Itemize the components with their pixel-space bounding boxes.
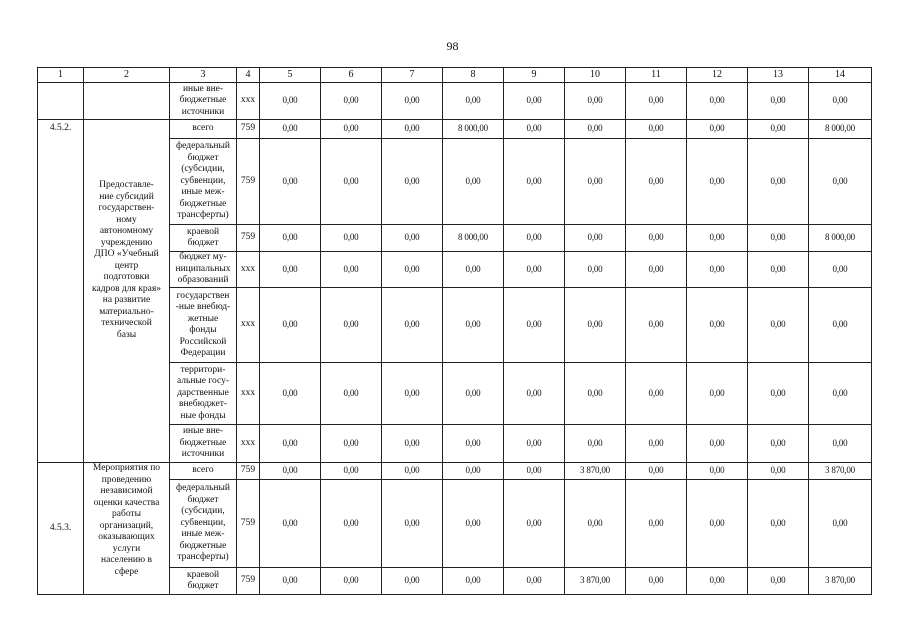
amount-cell: 0,00 xyxy=(504,463,565,480)
amount-cell: 0,00 xyxy=(260,463,321,480)
amount-cell: 0,00 xyxy=(626,363,687,425)
amount-cell: 0,00 xyxy=(809,252,872,288)
column-header: 4 xyxy=(237,68,260,83)
amount-cell: 0,00 xyxy=(687,425,748,463)
amount-cell: 0,00 xyxy=(443,252,504,288)
amount-cell: 0,00 xyxy=(626,120,687,139)
table-row xyxy=(38,463,872,480)
amount-cell: 0,00 xyxy=(321,425,382,463)
amount-cell: 0,00 xyxy=(748,363,809,425)
funding-source: всего xyxy=(170,120,237,139)
amount-cell: 0,00 xyxy=(748,568,809,595)
column-header: 10 xyxy=(565,68,626,83)
amount-cell: 0,00 xyxy=(443,463,504,480)
funding-source: краевой бюджет xyxy=(170,568,237,595)
amount-cell: 0,00 xyxy=(687,225,748,252)
amount-cell: 8 000,00 xyxy=(809,120,872,139)
amount-cell: 0,00 xyxy=(687,83,748,120)
funding-source: иные вне- бюджетные источники xyxy=(170,83,237,120)
amount-cell: 3 870,00 xyxy=(809,568,872,595)
budget-table xyxy=(37,67,872,595)
amount-cell: 0,00 xyxy=(260,120,321,139)
amount-cell: 0,00 xyxy=(626,480,687,568)
amount-cell: 0,00 xyxy=(626,225,687,252)
funding-source: бюджет му- ниципальных образований xyxy=(170,252,237,288)
amount-cell: 0,00 xyxy=(382,425,443,463)
amount-cell: 0,00 xyxy=(809,480,872,568)
column-header: 12 xyxy=(687,68,748,83)
amount-cell: 0,00 xyxy=(687,252,748,288)
amount-cell: 0,00 xyxy=(565,288,626,363)
amount-cell: 0,00 xyxy=(565,225,626,252)
amount-cell: 3 870,00 xyxy=(565,568,626,595)
amount-cell: 0,00 xyxy=(382,288,443,363)
funding-source: иные вне- бюджетные источники xyxy=(170,425,237,463)
amount-cell: 0,00 xyxy=(382,463,443,480)
column-header: 9 xyxy=(504,68,565,83)
amount-cell: 0,00 xyxy=(504,83,565,120)
amount-cell: 0,00 xyxy=(748,480,809,568)
amount-cell: 0,00 xyxy=(626,288,687,363)
amount-cell: 0,00 xyxy=(687,120,748,139)
budget-code: xxx xyxy=(237,252,260,288)
section-name: Мероприятия по проведению независимой оценки качества работы организаций, оказывающих услуги населению в сфере xyxy=(84,463,170,595)
amount-cell: 0,00 xyxy=(626,568,687,595)
amount-cell: 0,00 xyxy=(565,83,626,120)
header-row xyxy=(38,68,872,83)
table-row xyxy=(38,120,872,139)
column-header: 14 xyxy=(809,68,872,83)
amount-cell: 0,00 xyxy=(565,480,626,568)
amount-cell: 0,00 xyxy=(260,425,321,463)
amount-cell: 0,00 xyxy=(321,568,382,595)
amount-cell: 0,00 xyxy=(748,463,809,480)
funding-source: государствен -ные внебюд- жетные фонды Российской Федерации xyxy=(170,288,237,363)
amount-cell: 8 000,00 xyxy=(443,120,504,139)
amount-cell: 0,00 xyxy=(565,139,626,225)
amount-cell: 0,00 xyxy=(748,83,809,120)
section-name-cell xyxy=(84,83,170,120)
amount-cell: 0,00 xyxy=(748,139,809,225)
amount-cell: 3 870,00 xyxy=(809,463,872,480)
amount-cell: 0,00 xyxy=(321,463,382,480)
amount-cell: 0,00 xyxy=(809,288,872,363)
budget-code: xxx xyxy=(237,83,260,120)
amount-cell: 0,00 xyxy=(382,83,443,120)
amount-cell: 0,00 xyxy=(504,288,565,363)
amount-cell: 8 000,00 xyxy=(809,225,872,252)
budget-code: 759 xyxy=(237,139,260,225)
amount-cell: 0,00 xyxy=(321,83,382,120)
amount-cell: 0,00 xyxy=(260,252,321,288)
amount-cell: 0,00 xyxy=(443,425,504,463)
amount-cell: 0,00 xyxy=(321,363,382,425)
amount-cell: 0,00 xyxy=(382,120,443,139)
amount-cell: 0,00 xyxy=(565,252,626,288)
funding-source: федеральный бюджет (субсидии, субвенции, иные меж- бюджетные трансферты) xyxy=(170,139,237,225)
amount-cell: 0,00 xyxy=(321,288,382,363)
amount-cell: 0,00 xyxy=(809,83,872,120)
funding-source: всего xyxy=(170,463,237,480)
amount-cell: 0,00 xyxy=(748,252,809,288)
budget-code: 759 xyxy=(237,120,260,139)
column-header: 5 xyxy=(260,68,321,83)
amount-cell: 8 000,00 xyxy=(443,225,504,252)
amount-cell: 0,00 xyxy=(382,568,443,595)
amount-cell: 0,00 xyxy=(504,568,565,595)
amount-cell: 0,00 xyxy=(260,83,321,120)
amount-cell: 0,00 xyxy=(504,425,565,463)
funding-source: территори- альные госу- дарственные внебюджет- ные фонды xyxy=(170,363,237,425)
section-number-cell xyxy=(38,83,84,120)
amount-cell: 0,00 xyxy=(382,480,443,568)
amount-cell: 0,00 xyxy=(260,288,321,363)
column-header: 8 xyxy=(443,68,504,83)
amount-cell: 0,00 xyxy=(260,139,321,225)
amount-cell: 0,00 xyxy=(687,463,748,480)
table-row xyxy=(38,83,872,120)
amount-cell: 0,00 xyxy=(382,139,443,225)
column-header: 2 xyxy=(84,68,170,83)
funding-source: федеральный бюджет (субсидии, субвенции, иные меж- бюджетные трансферты) xyxy=(170,480,237,568)
amount-cell: 0,00 xyxy=(443,288,504,363)
budget-code: 759 xyxy=(237,568,260,595)
budget-code: 759 xyxy=(237,225,260,252)
amount-cell: 0,00 xyxy=(809,425,872,463)
amount-cell: 0,00 xyxy=(260,568,321,595)
amount-cell: 0,00 xyxy=(504,120,565,139)
amount-cell: 0,00 xyxy=(382,363,443,425)
amount-cell: 0,00 xyxy=(321,139,382,225)
budget-code: 759 xyxy=(237,463,260,480)
amount-cell: 0,00 xyxy=(321,252,382,288)
column-header: 11 xyxy=(626,68,687,83)
amount-cell: 0,00 xyxy=(321,225,382,252)
amount-cell: 0,00 xyxy=(260,363,321,425)
amount-cell: 0,00 xyxy=(687,363,748,425)
amount-cell: 0,00 xyxy=(748,120,809,139)
amount-cell: 0,00 xyxy=(443,83,504,120)
amount-cell: 3 870,00 xyxy=(565,463,626,480)
amount-cell: 0,00 xyxy=(443,480,504,568)
amount-cell: 0,00 xyxy=(504,252,565,288)
column-header: 13 xyxy=(748,68,809,83)
amount-cell: 0,00 xyxy=(565,120,626,139)
column-header: 1 xyxy=(38,68,84,83)
page-number: 98 xyxy=(446,39,459,53)
amount-cell: 0,00 xyxy=(565,425,626,463)
amount-cell: 0,00 xyxy=(687,139,748,225)
amount-cell: 0,00 xyxy=(504,139,565,225)
column-header: 3 xyxy=(170,68,237,83)
section-number: 4.5.3. xyxy=(38,463,84,595)
amount-cell: 0,00 xyxy=(687,568,748,595)
budget-code: xxx xyxy=(237,425,260,463)
column-header: 6 xyxy=(321,68,382,83)
funding-source: краевой бюджет xyxy=(170,225,237,252)
amount-cell: 0,00 xyxy=(626,139,687,225)
amount-cell: 0,00 xyxy=(321,120,382,139)
amount-cell: 0,00 xyxy=(382,225,443,252)
amount-cell: 0,00 xyxy=(443,568,504,595)
amount-cell: 0,00 xyxy=(626,425,687,463)
amount-cell: 0,00 xyxy=(626,463,687,480)
amount-cell: 0,00 xyxy=(626,252,687,288)
amount-cell: 0,00 xyxy=(443,139,504,225)
amount-cell: 0,00 xyxy=(748,288,809,363)
budget-code: xxx xyxy=(237,363,260,425)
section-name: Предоставле- ние субсидий государствен- ному автономному учреждению ДПО «Учебный центр подготовки кадров для края» на развитие материально- технической базы xyxy=(84,120,170,463)
amount-cell: 0,00 xyxy=(321,480,382,568)
amount-cell: 0,00 xyxy=(687,480,748,568)
amount-cell: 0,00 xyxy=(260,225,321,252)
amount-cell: 0,00 xyxy=(626,83,687,120)
amount-cell: 0,00 xyxy=(260,480,321,568)
amount-cell: 0,00 xyxy=(504,480,565,568)
amount-cell: 0,00 xyxy=(504,363,565,425)
amount-cell: 0,00 xyxy=(443,363,504,425)
budget-code: xxx xyxy=(237,288,260,363)
section-number: 4.5.2. xyxy=(38,120,84,463)
amount-cell: 0,00 xyxy=(382,252,443,288)
column-header: 7 xyxy=(382,68,443,83)
amount-cell: 0,00 xyxy=(504,225,565,252)
amount-cell: 0,00 xyxy=(748,225,809,252)
amount-cell: 0,00 xyxy=(687,288,748,363)
amount-cell: 0,00 xyxy=(809,139,872,225)
budget-code: 759 xyxy=(237,480,260,568)
amount-cell: 0,00 xyxy=(809,363,872,425)
amount-cell: 0,00 xyxy=(748,425,809,463)
amount-cell: 0,00 xyxy=(565,363,626,425)
